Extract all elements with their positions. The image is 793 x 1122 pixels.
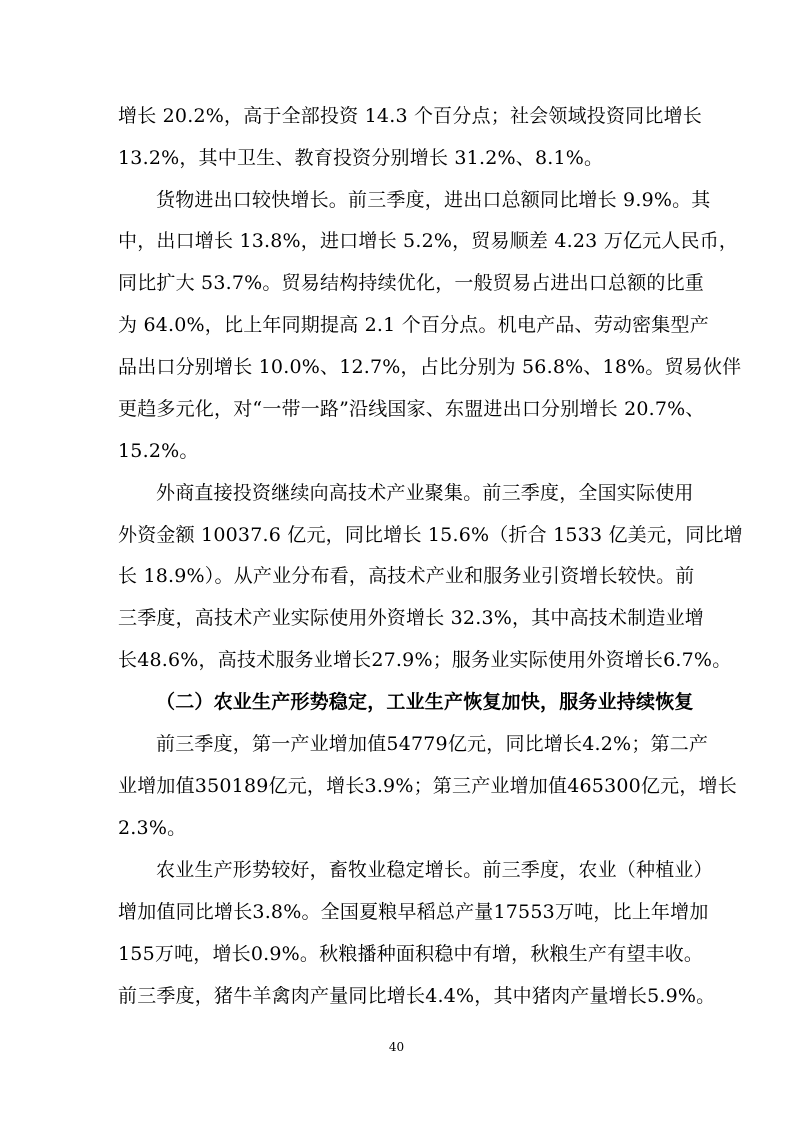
paragraph-start-line: 外商直接投资继续向高技术产业聚集。前三季度，全国实际使用: [156, 482, 694, 504]
text-line: 外资金额 10037.6 亿元，同比增长 15.6%（折合 1533 亿美元，同比增: [118, 524, 743, 546]
text-line: 中，出口增长 13.8%，进口增长 5.2%，贸易顺差 4.23 万亿元人民币，: [118, 230, 739, 252]
text-line: 增长 20.2%，高于全部投资 14.3 个百分点；社会领域投资同比增长: [118, 105, 702, 127]
text-line: 长 18.9%）。从产业分布看，高技术产业和服务业引资增长较快。前: [118, 565, 695, 587]
text-line: 增加值同比增长3.8%。全国夏粮早稻总产量17553万吨，比上年增加: [118, 901, 709, 923]
text-line: 为 64.0%，比上年同期提高 2.1 个百分点。机电产品、劳动密集型产: [118, 314, 709, 336]
text-line: 三季度，高技术产业实际使用外资增长 32.3%，其中高技术制造业增: [118, 607, 704, 629]
text-line: 业增加值350189亿元，增长3.9%；第三产业增加值465300亿元，增长: [118, 775, 737, 797]
text-line: 155万吨，增长0.9%。秋粮播种面积稳中有增，秋粮生产有望丰收。: [118, 943, 704, 965]
section-heading: （二）农业生产形势稳定，工业生产恢复加快，服务业持续恢复: [156, 691, 694, 713]
text-line: 同比扩大 53.7%。贸易结构持续优化，一般贸易占进出口总额的比重: [118, 272, 704, 294]
text-line: 2.3%。: [118, 817, 187, 839]
text-line: 15.2%。: [118, 440, 199, 462]
paragraph-start-line: 货物进出口较快增长。前三季度，进出口总额同比增长 9.9%。其: [156, 189, 711, 211]
text-line: 前三季度，猪牛羊禽肉产量同比增长4.4%，其中猪肉产量增长5.9%。: [118, 985, 716, 1007]
text-line: 品出口分别增长 10.0%、12.7%，占比分别为 56.8%、18%。贸易伙伴: [118, 356, 742, 378]
text-line: 长48.6%，高技术服务业增长27.9%；服务业实际使用外资增长6.7%。: [118, 649, 732, 671]
text-line: 13.2%，其中卫生、教育投资分别增长 31.2%、8.1%。: [118, 147, 604, 169]
paragraph-start-line: 农业生产形势较好，畜牧业稳定增长。前三季度，农业（种植业）: [156, 859, 713, 881]
text-line: 更趋多元化，对“一带一路”沿线国家、东盟进出口分别增长 20.7%、: [118, 398, 705, 420]
paragraph-start-line: 前三季度，第一产业增加值54779亿元，同比增长4.2%；第二产: [156, 733, 709, 755]
page-number: 40: [388, 1040, 405, 1054]
